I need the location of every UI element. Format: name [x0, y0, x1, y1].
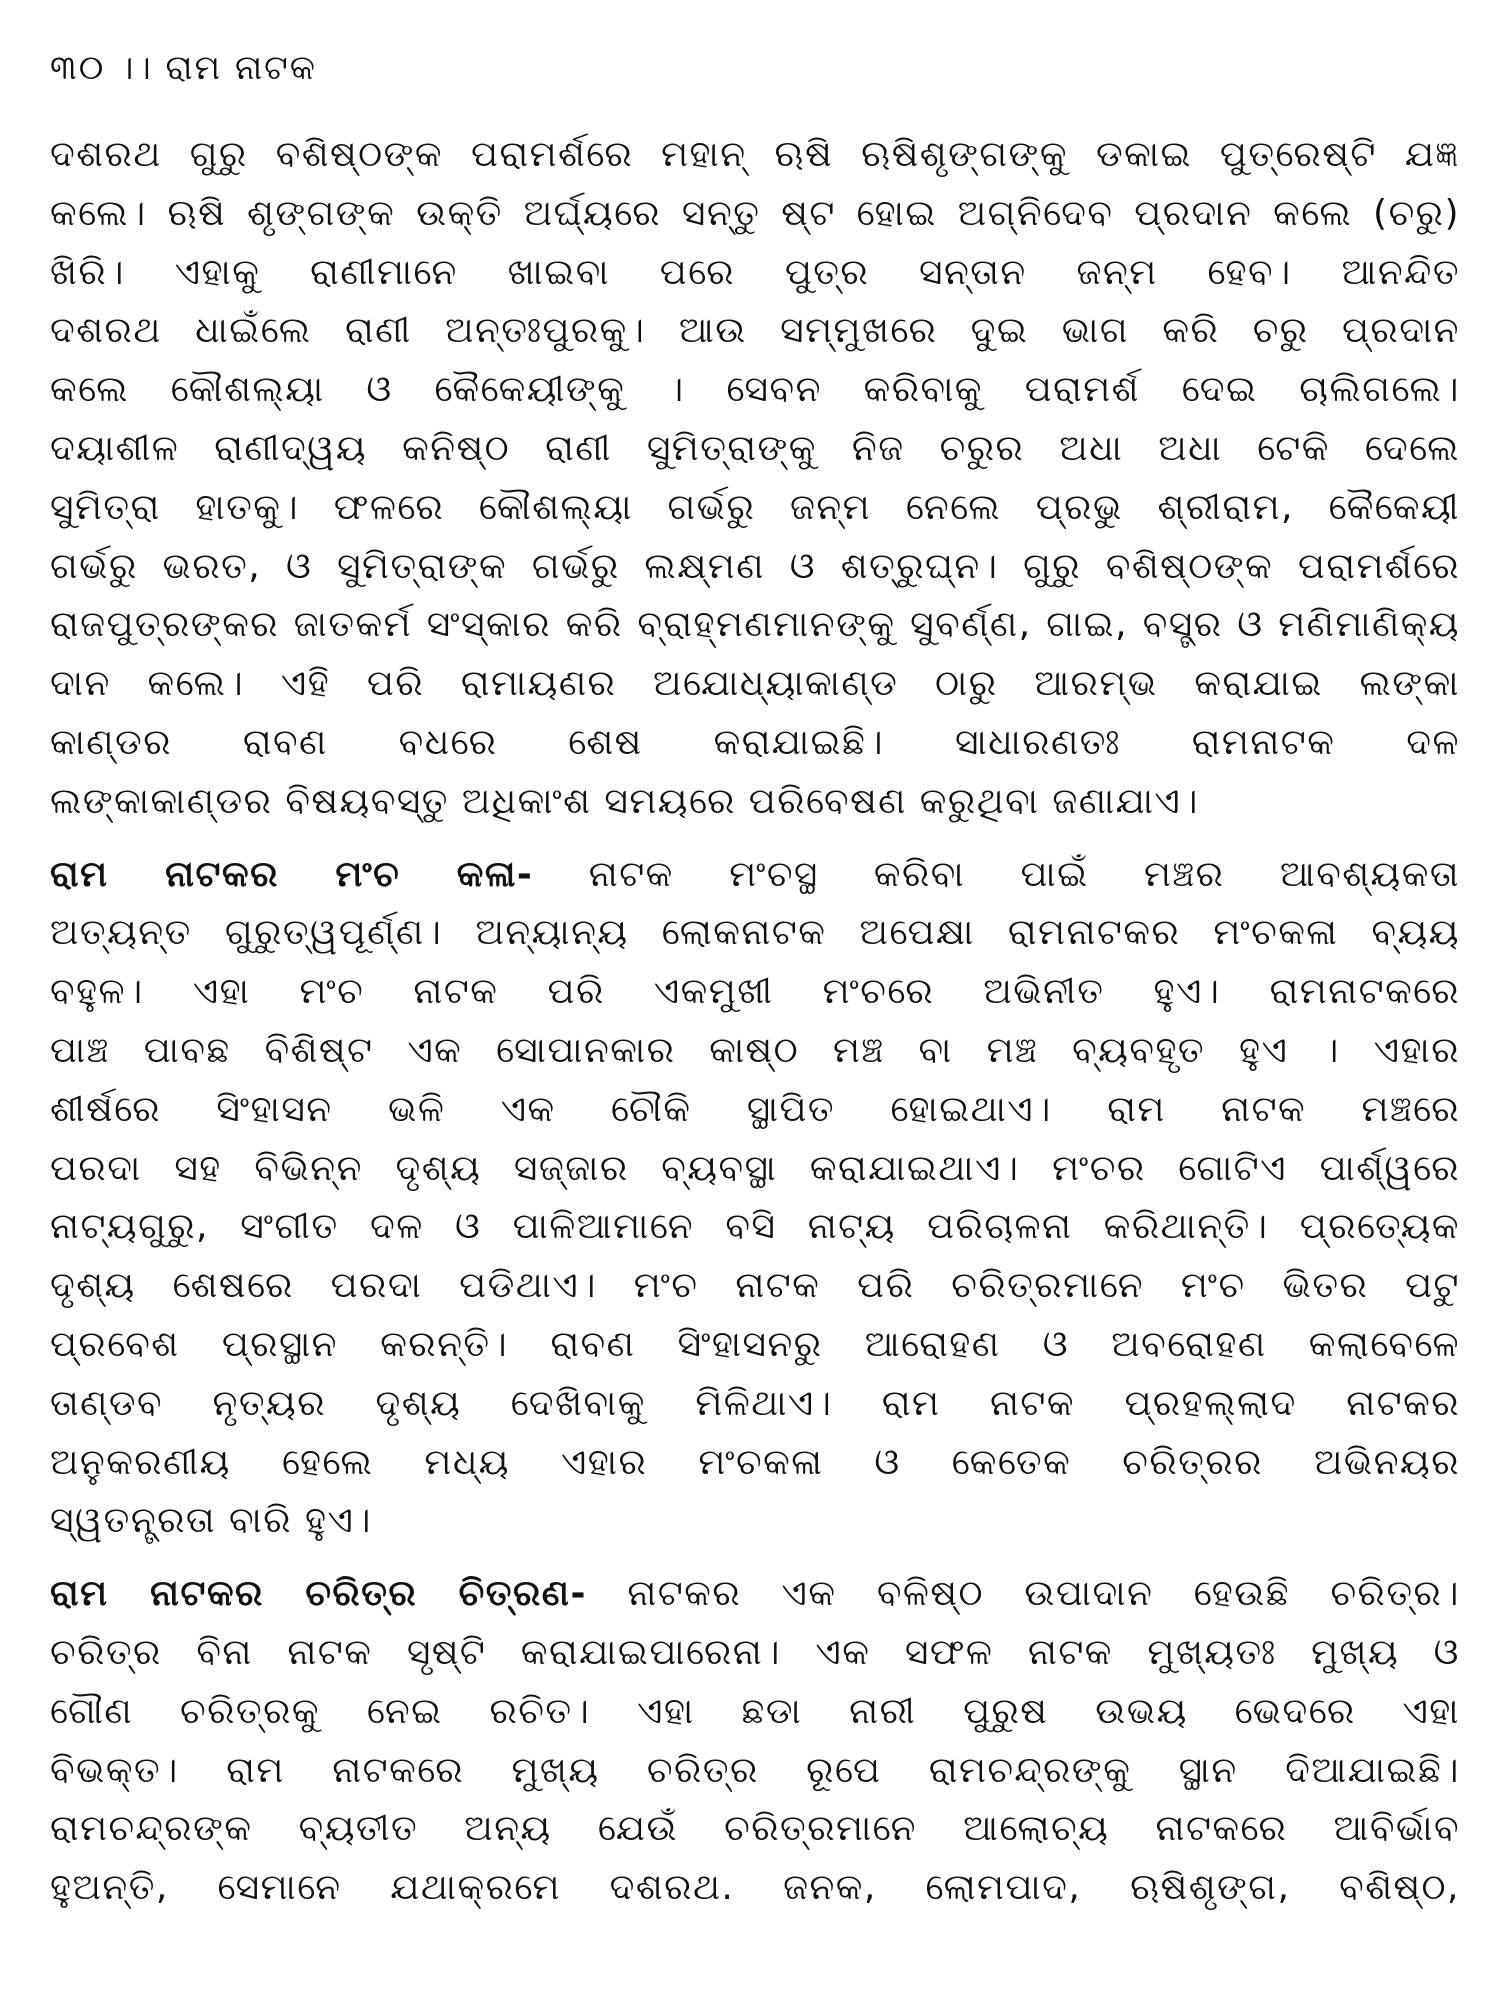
- text-line: ପରଦା ସହ ବିଭିନ୍ନ ଦୃଶ୍ୟ ସଜ୍ଜାର ବ୍ୟବସ୍ଥା କରାଯାଇଥାଏ। ମଂଚର ଗୋଟିଏ ପାର୍ଶ୍ୱରେ: [50, 1147, 1460, 1189]
- text-line: ଅନୁକରଣୀୟ ହେଲେ ମଧ୍ୟ ଏହାର ମଂଚକଳା ଓ କେତେକ ଚରିତ୍ରର ଅଭିନୟର: [50, 1441, 1460, 1483]
- text-line: ଶୀର୍ଷରେ ସିଂହାସନ ଭଳି ଏକ ଚୌକି ସ୍ଥାପିତ ହୋଇଥାଏ। ରାମ ନାଟକ ମଞ୍ଚରେ: [50, 1088, 1460, 1130]
- text-line: ସ୍ୱତନ୍ତ୍ରତା ବାରି ହୁଏ।: [50, 1500, 372, 1542]
- text-line: ନାଟକର ଏକ ବଳିଷ୍ଠ ଉପାଦାନ ହେଉଛି ଚରିତ୍ର।: [627, 1573, 1460, 1615]
- text-line: ଦଶରଥ ଗୁରୁ ବଶିଷ୍ଠଙ୍କ ପରାମର୍ଶରେ ମହାନ୍ ଋଷି ଋଷିଶୃଙ୍ଗଙ୍କୁ ଡକାଇ ପୁତ୍ରେଷ୍ଟି ଯଜ୍ଞ: [50, 134, 1460, 175]
- text-line: କଲେ କୌଶଲ୍ୟା ଓ କୈକେୟୀଙ୍କୁ । ସେବନ କରିବାକୁ ପରାମର୍ଶ ଦେଇ ଚାଲିଗଲେ।: [50, 369, 1460, 411]
- paragraph-stagecraft: [50, 846, 1460, 1552]
- text-line: ରାଜପୁତ୍ରଙ୍କର ଜାତକର୍ମ ସଂସ୍କାର କରି ବ୍ରାହ୍ମଣମାନଙ୍କୁ ସୁବର୍ଣ୍ଣ, ଗାଇ, ବସ୍ତ୍ର ଓ ମଣିମାଣିକ୍ୟ: [50, 604, 1460, 646]
- section-heading: ରାମ ନାଟକର ଚରିତ୍ର ଚିତ୍ରଣ-: [50, 1573, 587, 1615]
- text-line: ପ୍ରବେଶ ପ୍ରସ୍ଥାନ କରନ୍ତି। ରାବଣ ସିଂହାସନରୁ ଆରୋହଣ ଓ ଅବରୋହଣ କଲାବେଳେ: [50, 1323, 1460, 1365]
- text-line: ଚରିତ୍ର ବିନା ନାଟକ ସୃଷ୍ଟି କରାଯାଇପାରେନା। ଏକ ସଫଳ ନାଟକ ମୁଖ୍ୟତଃ ମୁଖ୍ୟ ଓ: [50, 1631, 1460, 1673]
- text-line-with-heading: [50, 1565, 1460, 1624]
- text-line: ଦାନ କଲେ। ଏହି ପରି ରାମାୟଣର ଅଯୋଧ୍ୟାକାଣ୍ଡ ଠାରୁ ଆରମ୍ଭ କରାଯାଇ ଲଙ୍କା: [50, 663, 1460, 705]
- text-line: ହୁଅନ୍ତି, ସେମାନେ ଯଥାକ୍ରମେ ଦଶରଥ. ଜନକ, ଲୋମପାଦ, ଋଷିଶୃଙ୍ଗ, ବଶିଷ୍ଠ,: [50, 1867, 1460, 1909]
- text-line-with-heading: [50, 846, 1460, 905]
- text-line: ଅତ୍ୟନ୍ତ ଗୁରୁତ୍ୱପୂର୍ଣ୍ଣ। ଅନ୍ୟାନ୍ୟ ଲୋକନାଟକ ଅପେକ୍ଷା ରାମନାଟକର ମଂଚକଳା ବ୍ୟୟ: [50, 912, 1460, 954]
- text-line: ପାଞ୍ଚ ପାବଛ ବିଶିଷ୍ଟ ଏକ ସୋପାନକାର କାଷ୍ଠ ମଞ୍ଚ ବା ମଞ୍ଚ ବ୍ୟବହୃତ ହୁଏ । ଏହାର: [50, 1029, 1460, 1071]
- text-line: ରାମଚନ୍ଦ୍ରଙ୍କ ବ୍ୟତୀତ ଅନ୍ୟ ଯେଉଁ ଚରିତ୍ରମାନେ ଆଲୋଚ୍ୟ ନାଟକରେ ଆବିର୍ଭାବ: [50, 1808, 1460, 1850]
- text-line: ଦୃଶ୍ୟ ଶେଷରେ ପରଦା ପଡିଥାଏ। ମଂଚ ନାଟକ ପରି ଚରିତ୍ରମାନେ ମଂଚ ଭିତର ପଟୁ: [50, 1265, 1460, 1307]
- text-line: ତାଣ୍ଡବ ନୃତ୍ୟର ଦୃଶ୍ୟ ଦେଖିବାକୁ ମିଳିଥାଏ। ରାମ ନାଟକ ପ୍ରହଲ୍ଲାଦ ନାଟକର: [50, 1382, 1460, 1424]
- text-line: ଗୌଣ ଚରିତ୍ରକୁ ନେଇ ରଚିତ। ଏହା ଛଡା ନାରୀ ପୁରୁଷ ଉଭୟ ଭେଦରେ ଏହା: [50, 1690, 1460, 1732]
- text-line: ବିଭକ୍ତ। ରାମ ନାଟକରେ ମୁଖ୍ୟ ଚରିତ୍ର ରୂପେ ରାମଚନ୍ଦ୍ରଙ୍କୁ ସ୍ଥାନ ଦିଆଯାଇଛି।: [50, 1749, 1460, 1791]
- text-line: ଦୟାଶୀଳ ରାଣୀଦ୍ୱୟ କନିଷ୍ଠ ରାଣୀ ସୁମିତ୍ରାଙ୍କୁ ନିଜ ଚରୁର ଅଧା ଅଧା ଟେକି ଦେଲେ: [50, 427, 1460, 469]
- text-line: ସୁମିତ୍ରା ହାତକୁ। ଫଳରେ କୌଶଲ୍ୟା ଗର୍ଭରୁ ଜନ୍ମ ନେଲେ ପ୍ରଭୁ ଶ୍ରୀରାମ, କୈକେୟୀ: [50, 486, 1460, 528]
- section-heading: ରାମ ନାଟକର ମଂଚ କଳା-: [50, 853, 534, 895]
- paragraph-characters: [50, 1565, 1460, 1918]
- text-line: କଲେ। ଋଷି ଶୃଙ୍ଗଙ୍କ ଉକ୍ତି ଅର୍ଘ୍ୟରେ ସନ୍ତୁ ଷ୍ଟ ହୋଇ ଅଗ୍ନିଦେବ ପ୍ରଦାନ କଲେ (ଚରୁ): [50, 192, 1460, 234]
- paragraph-intro: [50, 126, 1460, 832]
- text-line: ନାଟକ ମଂଚସ୍ଥ କରିବା ପାଇଁ ମଞ୍ଚର ଆବଶ୍ୟକତା: [588, 853, 1460, 895]
- text-line: ଲଙ୍କାକାଣ୍ଡର ବିଷୟବସ୍ତୁ ଅଧିକାଂଶ ସମୟରେ ପରିବେଷଣ କରୁଥିବା ଜଣାଯାଏ।: [50, 780, 1199, 822]
- text-line: ଗର୍ଭରୁ ଭରତ, ଓ ସୁମିତ୍ରାଙ୍କ ଗର୍ଭରୁ ଲକ୍ଷ୍ମଣ ଓ ଶତ୍ରୁଘ୍ନ। ଗୁରୁ ବଶିଷ୍ଠଙ୍କ ପରାମର୍ଶରେ: [50, 545, 1460, 587]
- text-line: ଖିରି। ଏହାକୁ ରାଣୀମାନେ ଖାଇବା ପରେ ପୁତ୍ର ସନ୍ତାନ ଜନ୍ମ ହେବ। ଆନନ୍ଦିତ: [50, 251, 1460, 293]
- text-line: କାଣ୍ଡର ରାବଣ ବଧରେ ଶେଷ କରାଯାଇଛି। ସାଧାରଣତଃ ରାମନାଟକ ଦଳ: [50, 721, 1460, 763]
- text-line: ବହୁଳ। ଏହା ମଂଚ ନାଟକ ପରି ଏକମୁଖୀ ମଂଚରେ ଅଭିନୀତ ହୁଏ। ରାମନାଟକରେ: [50, 971, 1460, 1013]
- text-line: ଦଶରଥ ଧାଇଁଲେ ରାଣୀ ଅନ୍ତଃପୁରକୁ। ଆଉ ସମ୍ମୁଖରେ ଦୁଇ ଭାଗ କରି ଚରୁ ପ୍ରଦାନ: [50, 310, 1460, 352]
- running-head: ୩୦ ।। ରାମ ନାଟକ: [50, 48, 317, 88]
- text-line: ନାଟ୍ୟଗୁରୁ, ସଂଗୀତ ଦଳ ଓ ପାଳିଆମାନେ ବସି ନାଟ୍ୟ ପରିଚାଳନା କରିଥାନ୍ତି। ପ୍ରତ୍ୟେକ: [50, 1206, 1460, 1248]
